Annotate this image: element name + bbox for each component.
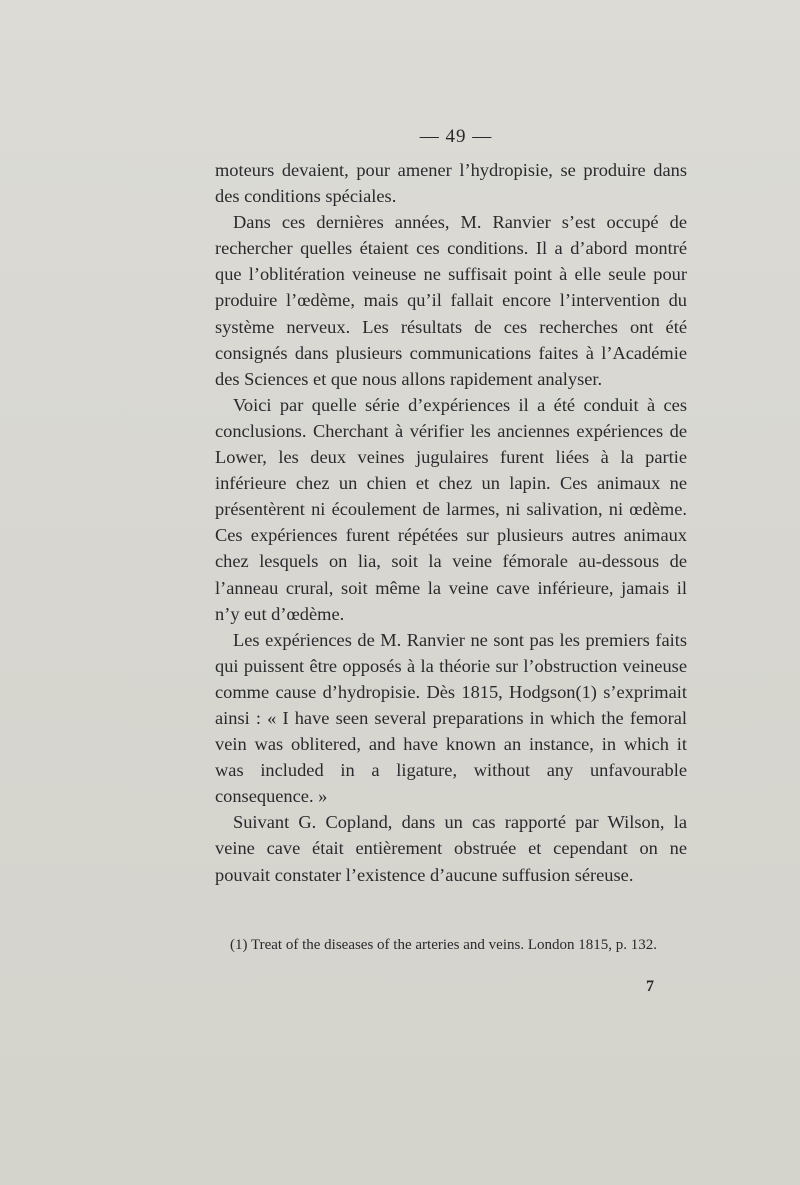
footnote-text: (1) Treat of the diseases of the arteries and veins. London 1815, p. 132. xyxy=(230,937,657,953)
paragraph-4: Les expériences de M. Ranvier ne sont pas les premiers faits qui puissent être opposés à la théorie sur l’obstruction veineuse comme cause d’hydropisie. Dès 1815, Hodgson(1) s’exprimait ainsi : « I have seen several preparations in which the femoral vein was oblitered, and have known an instance, in which it was included in a ligature, without any unfavourable consequence. » xyxy=(215,629,687,807)
signature-mark: 7 xyxy=(646,978,654,995)
paragraph-2: Dans ces dernières années, M. Ranvier s’est occupé de rechercher quelles étaient ces conditions. Il a d’abord montré que l’oblitération veineuse ne suffisait point à elle seule pour produire l’œdème, mais qu’il fallait encore l’intervention du système nerveux. Les résultats de ces recherches ont été consignés dans plusieurs communications faites à l’Académie des Sciences et que nous allons rapidement analyser. xyxy=(215,212,687,389)
page-number: — 49 — xyxy=(419,126,493,147)
footnote xyxy=(215,934,687,956)
paragraph-1: moteurs devaient, pour amener l’hydropisie, se produire dans des conditions spéciales. xyxy=(215,160,687,207)
paragraph-3: Voici par quelle série d’expériences il a été conduit à ces conclusions. Cherchant à vérifier les anciennes expériences de Lower, les deux veines jugulaires furent liées à la partie inférieure chez un chien et chez un lapin. Ces animaux ne présentèrent ni écoulement de larmes, ni salivation, ni œdème. Ces expériences furent répétées sur plusieurs autres animaux chez lesquels on lia, soit la veine fémorale au-dessous de l’anneau crural, soit même la veine cave inférieure, jamais il n’y eut d’œdème. xyxy=(215,394,687,624)
body-text xyxy=(215,157,687,888)
paragraph-5: Suivant G. Copland, dans un cas rapporté par Wilson, la veine cave était entièrement obstruée et cependant on ne pouvait constater l’existence d’aucune suffusion séreuse. xyxy=(215,812,687,885)
